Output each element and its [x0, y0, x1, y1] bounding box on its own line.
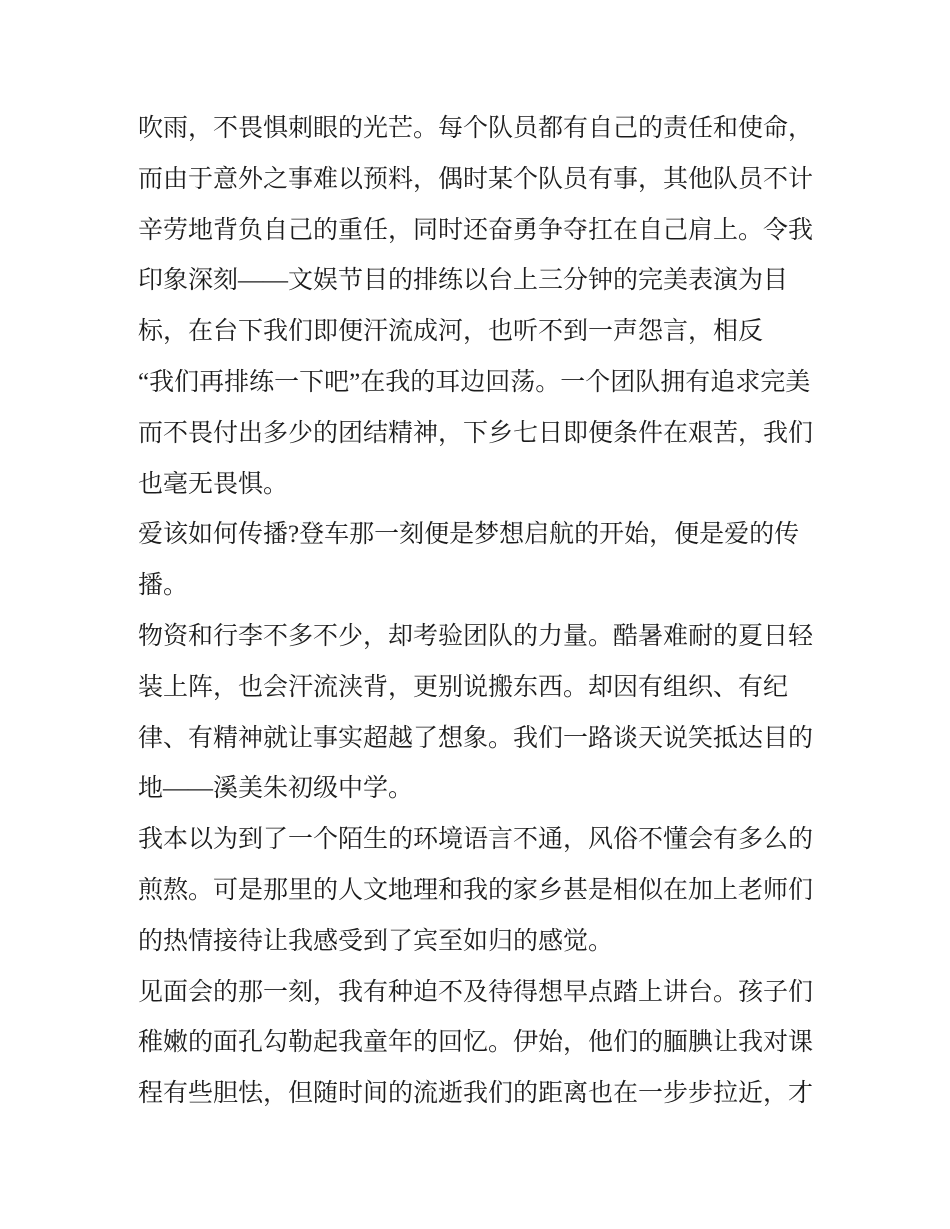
text-line: 而由于意外之事难以预料，偶时某个队员有事，其他队员不计 [138, 165, 814, 193]
text-line: 律、有精神就让事实超越了想象。我们一路谈天说笑抵达目的 [138, 724, 814, 752]
text-line: 的热情接待让我感受到了宾至如归的感觉。 [138, 927, 614, 955]
text-line: 吹雨，不畏惧刺眼的光芒。每个队员都有自己的责任和使命， [138, 115, 814, 142]
text-line: 稚嫩的面孔勾勒起我童年的回忆。伊始，他们的腼腆让我对课 [138, 1029, 814, 1057]
text-line: 煎熬。可是那里的人文地理和我的家乡甚是相似在加上老师们 [138, 876, 814, 904]
text-line: 物资和行李不多不少，却考验团队的力量。酷暑难耐的夏日轻 [138, 622, 814, 650]
text-line: 装上阵，也会汗流浃背，更别说搬东西。却因有组织、有纪 [138, 673, 789, 701]
text-line: 见面会的那一刻，我有种迫不及待得想早点踏上讲台。孩子们 [138, 978, 814, 1006]
text-line: 辛劳地背负自己的重任，同时还奋勇争夺扛在自己肩上。令我 [138, 216, 814, 244]
text-line: 爱该如何传播?登车那一刻便是梦想启航的开始，便是爱的传 [138, 521, 800, 549]
text-line: 而不畏付出多少的团结精神，下乡七日即便条件在艰苦，我们 [138, 419, 814, 447]
text-line: 地——溪美朱初级中学。 [138, 775, 414, 803]
text-line: 我本以为到了一个陌生的环境语言不通，风俗不懂会有多么的 [138, 826, 814, 854]
text-line: 印象深刻——文娱节目的排练以台上三分钟的完美表演为目 [138, 267, 789, 295]
text-line: 也毫无畏惧。 [138, 470, 289, 498]
essay-text-block [138, 104, 828, 1120]
text-line: 播。 [138, 572, 189, 600]
text-line: 标，在台下我们即便汗流成河，也听不到一声怨言，相反 [138, 318, 764, 346]
text-line: “我们再排练一下吧”在我的耳边回荡。一个团队拥有追求完美 [138, 368, 811, 396]
text-line: 程有些胆怯，但随时间的流逝我们的距离也在一步步拉近，才 [138, 1080, 814, 1108]
